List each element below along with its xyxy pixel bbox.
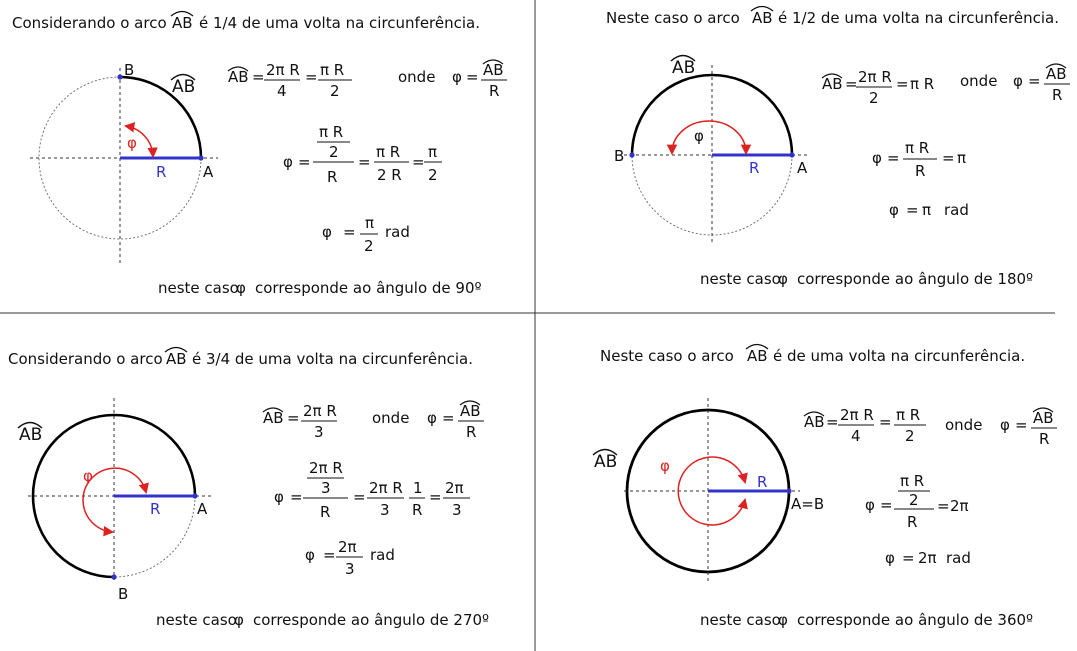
eq-arc-simpl-den: 2: [905, 427, 915, 445]
eq-sign: =: [1015, 416, 1028, 434]
phi-inner-num: π R: [900, 472, 925, 490]
phi-outer-den: R: [907, 513, 918, 531]
eq-sign: =: [412, 153, 425, 171]
eq-phi: φ: [865, 496, 875, 514]
point-ab-label: A=B: [791, 495, 825, 513]
phi-step2-num: 1: [413, 479, 423, 497]
phi-inner-den: 2: [909, 491, 919, 509]
radius-label: R: [749, 159, 760, 177]
eq-sign: =: [290, 488, 303, 506]
eq-sign: =: [937, 497, 950, 515]
caption-suffix: é 3/4 de uma volta na circunferência.: [192, 350, 474, 368]
phi-den: R: [915, 162, 926, 180]
caption-arc-label: AB: [752, 9, 773, 27]
eq-phi: φ: [885, 549, 895, 567]
eq-sign: =: [287, 409, 300, 427]
eq-sign: =: [466, 68, 479, 86]
note-prefix: neste caso: [158, 279, 239, 297]
onde-den: R: [1052, 86, 1063, 104]
rad-word: rad: [944, 201, 969, 219]
eq-phi: φ: [452, 68, 462, 86]
eq-sign: =: [429, 488, 442, 506]
eq-sign: =: [826, 413, 839, 431]
eq-arc-num: 2π R: [266, 61, 300, 79]
phi-inner-num: π R: [319, 123, 344, 141]
phi-inner-num: 2π R: [309, 459, 343, 477]
panel-quarter-turn: [12, 12, 507, 298]
onde-word: onde: [945, 416, 983, 434]
eq-sign: =: [252, 68, 265, 86]
eq-arc-label: AB: [822, 75, 843, 93]
phi-result-den: 2: [428, 166, 438, 184]
caption-arc-label: AB: [166, 350, 187, 368]
point-b-label: B: [118, 585, 129, 603]
note-prefix: neste caso: [700, 611, 781, 629]
eq-arc-label: AB: [228, 68, 249, 86]
onde-word: onde: [372, 409, 410, 427]
onde-arc-label: AB: [1033, 409, 1054, 427]
onde-arc-label: AB: [460, 402, 481, 420]
phi-step-num: π R: [376, 143, 401, 161]
note-prefix: neste caso: [700, 270, 781, 288]
panel-full-turn: [593, 345, 1057, 630]
arc-label: AB: [594, 452, 618, 472]
eq-sign: =: [1028, 72, 1041, 90]
point-a-label: A: [197, 500, 208, 518]
point-b-label: B: [124, 61, 135, 79]
phi-inner-den: 2: [329, 143, 339, 161]
caption-prefix: Considerando o arco: [12, 14, 167, 32]
eq-phi: φ: [283, 153, 293, 171]
point-b-dot: [629, 152, 634, 157]
onde-den: R: [489, 82, 500, 100]
eq-sign: =: [353, 488, 366, 506]
eq-sign: =: [942, 149, 955, 167]
eq-sign: =: [902, 549, 915, 567]
note-suffix: corresponde ao ângulo de 270º: [253, 611, 490, 629]
rad-word: rad: [385, 223, 410, 241]
eq-arc-simpl-num: π R: [320, 61, 345, 79]
arc-label: AB: [672, 58, 696, 78]
eq-arc-simpl-den: 2: [330, 82, 340, 100]
eq-sign: =: [298, 153, 311, 171]
panel-half-turn: [606, 7, 1070, 289]
note-suffix: corresponde ao ângulo de 180º: [797, 270, 1034, 288]
note-phi: φ: [778, 611, 788, 629]
note-phi: φ: [236, 279, 246, 297]
phi-outer-den: R: [327, 168, 338, 186]
phi-outer-den: R: [320, 503, 331, 521]
phi-result-num: 2π: [445, 479, 464, 497]
caption-prefix: Neste caso o arco: [606, 9, 740, 27]
phi-result-num: π: [428, 143, 438, 161]
eq-phi: φ: [305, 546, 315, 564]
final-value: π: [922, 201, 932, 219]
phi-inner-den: 3: [321, 479, 331, 497]
point-a-dot: [198, 155, 203, 160]
eq-phi: φ: [1013, 72, 1023, 90]
note-phi: φ: [234, 611, 244, 629]
phi-result: π: [957, 149, 967, 167]
eq-phi: φ: [889, 201, 899, 219]
eq-sign: =: [343, 223, 356, 241]
phi-result: 2π: [950, 497, 969, 515]
onde-arc-label: AB: [1046, 65, 1067, 83]
eq-phi: φ: [872, 149, 882, 167]
angle-phi-label: φ: [694, 127, 704, 145]
caption-suffix: é 1/4 de uma volta na circunferência.: [199, 14, 481, 32]
point-a-label: A: [797, 159, 808, 177]
eq-phi: φ: [274, 488, 284, 506]
note-suffix: corresponde ao ângulo de 360º: [797, 611, 1034, 629]
final-den: 2: [364, 237, 374, 255]
eq-sign: =: [845, 75, 858, 93]
final-value: 2π: [918, 549, 937, 567]
eq-phi: φ: [322, 223, 332, 241]
phi-step1-num: 2π R: [369, 479, 403, 497]
caption-prefix: Neste caso o arco: [600, 347, 734, 365]
eq-phi: φ: [427, 409, 437, 427]
point-ab-dot: [786, 488, 791, 493]
caption-prefix: Considerando o arco: [8, 350, 163, 368]
eq-sign: =: [887, 149, 900, 167]
eq-arc-label: AB: [804, 413, 825, 431]
caption-suffix: é de uma volta na circunferência.: [773, 347, 1026, 365]
eq-arc-num: 2π R: [840, 406, 874, 424]
point-a-dot: [192, 493, 197, 498]
eq-phi: φ: [1000, 416, 1010, 434]
angle-phi-label: φ: [83, 467, 93, 485]
note-prefix: neste caso: [156, 611, 237, 629]
radius-label: R: [150, 500, 161, 518]
caption-suffix: é 1/2 de uma volta na circunferência.: [778, 9, 1060, 27]
rad-word: rad: [946, 549, 971, 567]
eq-sign: =: [896, 75, 909, 93]
point-b-dot: [117, 74, 122, 79]
point-a-label: A: [203, 163, 214, 181]
onde-word: onde: [960, 72, 998, 90]
onde-den: R: [466, 423, 477, 441]
eq-sign: =: [358, 153, 371, 171]
final-num: 2π: [338, 538, 357, 556]
eq-arc-den: 3: [314, 423, 324, 441]
eq-arc-label: AB: [263, 409, 284, 427]
eq-sign: =: [305, 68, 318, 86]
eq-arc-den: 4: [277, 82, 287, 100]
radius-label: R: [757, 473, 768, 491]
phi-step-den: 2 R: [377, 166, 402, 184]
angle-arrow: [672, 121, 746, 153]
phi-step1-den: 3: [380, 501, 390, 519]
angle-phi-label: φ: [660, 457, 670, 475]
phi-result-den: 3: [452, 501, 462, 519]
eq-sign: =: [879, 413, 892, 431]
radius-label: R: [156, 163, 167, 181]
note-suffix: corresponde ao ângulo de 90º: [255, 279, 482, 297]
rad-word: rad: [370, 546, 395, 564]
eq-arc-den: 4: [851, 427, 861, 445]
eq-sign: =: [442, 409, 455, 427]
panel-three-quarter-turn: [8, 348, 489, 630]
arc-label: AB: [172, 77, 196, 97]
eq-arc-num: 2π R: [303, 402, 337, 420]
eq-sign: =: [880, 496, 893, 514]
eq-arc-simpl: π R: [910, 75, 935, 93]
phi-step2-den: R: [412, 501, 423, 519]
eq-sign: =: [906, 201, 919, 219]
phi-num: π R: [905, 139, 930, 157]
onde-den: R: [1039, 430, 1050, 448]
point-b-label: B: [614, 147, 625, 165]
onde-arc-label: AB: [483, 61, 504, 79]
final-num: π: [365, 214, 375, 232]
onde-word: onde: [398, 68, 436, 86]
note-phi: φ: [778, 270, 788, 288]
eq-arc-den: 2: [869, 89, 879, 107]
caption-arc-label: AB: [747, 347, 768, 365]
caption-arc-label: AB: [172, 14, 193, 32]
eq-sign: =: [323, 546, 336, 564]
point-a-dot: [789, 152, 794, 157]
point-b-dot: [111, 574, 116, 579]
angle-phi-label: φ: [127, 134, 137, 152]
eq-arc-simpl-num: π R: [896, 406, 921, 424]
final-den: 3: [345, 560, 355, 578]
eq-arc-num: 2π R: [858, 68, 892, 86]
arc-label: AB: [19, 425, 43, 445]
